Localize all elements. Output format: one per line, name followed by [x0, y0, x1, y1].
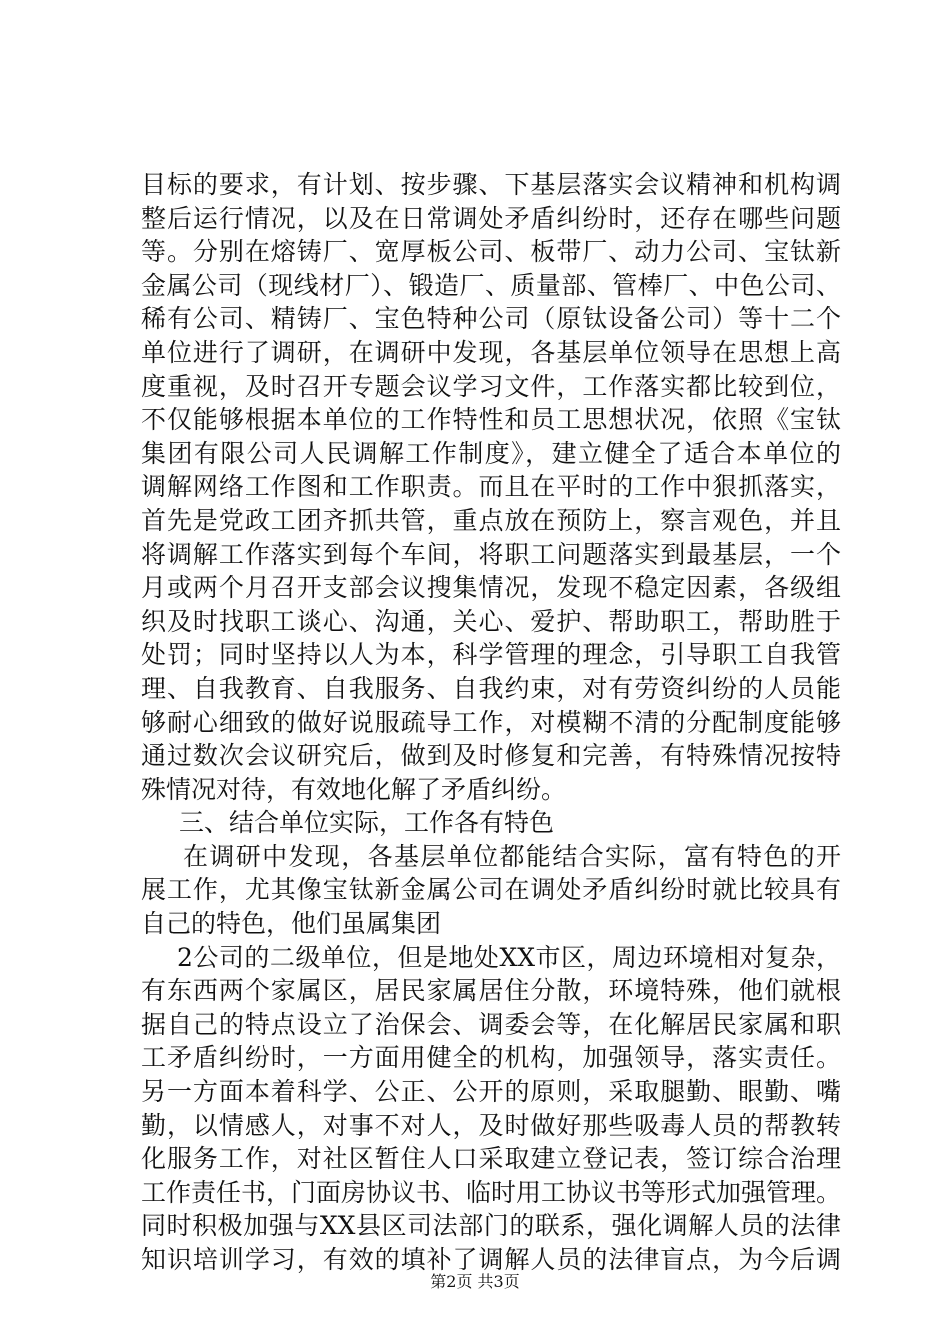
text-line: 自己的特色，他们虽属集团: [141, 909, 442, 939]
text-line: 集团有限公司人民调解工作制度》，建立健全了适合本单位的: [141, 438, 841, 468]
text-line: 够耐心细致的做好说服疏导工作，对模糊不清的分配制度能够: [141, 707, 841, 737]
text-line: 等。分别在熔铸厂、宽厚板公司、板带厂、动力公司、宝钛新: [141, 237, 841, 267]
text-line: 工作责任书，门面房协议书、临时用工协议书等形式加强管理。: [141, 1177, 841, 1207]
text-line: 另一方面本着科学、公正、公开的原则，采取腿勤、眼勤、嘴: [141, 1077, 841, 1107]
text-line: 理、自我教育、自我服务、自我约束，对有劳资纠纷的人员能: [141, 673, 841, 703]
text-line: 织及时找职工谈心、沟通，关心、爱护、帮助职工，帮助胜于: [141, 606, 841, 636]
text-line: 首先是党政工团齐抓共管，重点放在预防上，察言观色，并且: [141, 505, 841, 535]
text-line: 展工作，尤其像宝钛新金属公司在调处矛盾纠纷时就比较具有: [141, 875, 841, 905]
text-line: 处罚；同时坚持以人为本，科学管理的理念，引导职工自我管: [141, 640, 841, 670]
text-line: 月或两个月召开支部会议搜集情况，发现不稳定因素，各级组: [141, 573, 841, 603]
text-line: 单位进行了调研，在调研中发现，各基层单位领导在思想上高: [141, 337, 841, 367]
text-line: 化服务工作，对社区暂住人口采取建立登记表，签订综合治理: [141, 1144, 841, 1174]
text-line: 调解网络工作图和工作职责。而且在平时的工作中狠抓落实，: [141, 472, 841, 502]
text-line: 工矛盾纠纷时，一方面用健全的机构，加强领导，落实责任。: [141, 1043, 841, 1073]
page-number-label: 第2页 共3页: [430, 1272, 520, 1291]
text-line: 稀有公司、精铸厂、宝色特种公司（原钛设备公司）等十二个: [141, 304, 841, 334]
text-line: 通过数次会议研究后，做到及时修复和完善，有特殊情况按特: [141, 741, 841, 771]
text-line: 在调研中发现，各基层单位都能结合实际，富有特色的开: [183, 841, 841, 871]
text-line: 有东西两个家属区，居民家属居住分散，环境特殊，他们就根: [141, 976, 841, 1006]
text-line: 不仅能够根据本单位的工作特性和员工思想状况，依照《宝钛: [141, 405, 841, 435]
text-line: 度重视，及时召开专题会议学习文件，工作落实都比较到位，: [141, 371, 841, 401]
text-line: 金属公司（现线材厂）、锻造厂、质量部、管棒厂、中色公司、: [141, 270, 841, 300]
text-line: 同时积极加强与XX县区司法部门的联系，强化调解人员的法律: [141, 1211, 841, 1241]
text-line: 2公司的二级单位，但是地处XX市区，周边环境相对复杂，: [177, 942, 841, 972]
body-text: [141, 168, 841, 1277]
page-footer: [0, 1272, 950, 1292]
text-line: 将调解工作落实到每个车间，将职工问题落实到最基层，一个: [141, 539, 841, 569]
text-line: 目标的要求，有计划、按步骤、下基层落实会议精神和机构调: [141, 170, 841, 199]
section-heading: 三、结合单位实际，工作各有特色: [179, 808, 555, 838]
text-line: 整后运行情况，以及在日常调处矛盾纠纷时，还存在哪些问题: [141, 203, 841, 233]
text-line: 据自己的特点设立了治保会、调委会等，在化解居民家属和职: [141, 1009, 841, 1039]
text-line: 殊情况对待，有效地化解了矛盾纠纷。: [141, 774, 567, 804]
text-line: 勤，以情感人，对事不对人，及时做好那些吸毒人员的帮教转: [141, 1110, 841, 1140]
text-line: 知识培训学习，有效的填补了调解人员的法律盲点，为今后调: [141, 1245, 841, 1274]
